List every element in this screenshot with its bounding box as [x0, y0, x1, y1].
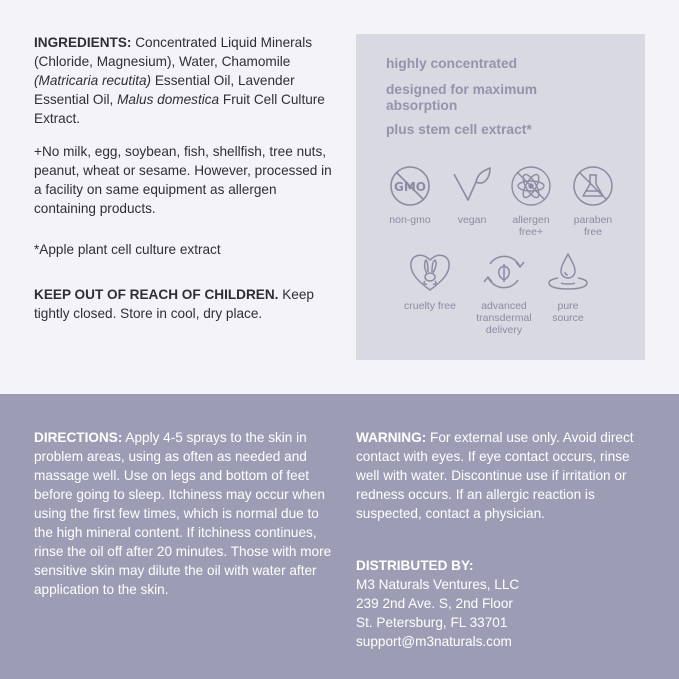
usage-section — [0, 394, 679, 679]
atom-icon — [509, 164, 553, 208]
badge-label-transdermal: advanced transdermal delivery — [476, 300, 532, 336]
directions-text: Apply 4-5 sprays to the skin in problem areas, using as often as needed and massage well. Use on legs and bottom of feet before going to sleep. Itchiness may occur when using the first few times, which is normal due to the high mineral content. If itchiness continues, rinse the oil off after 20 minutes. Those with more sensitive skin may dilute the oil with water after application to the skin. — [34, 430, 332, 597]
badge-label-pure-source: pure source — [552, 300, 584, 324]
ingredients-block — [34, 33, 334, 128]
warning-text: For external use only. Avoid direct contact with eyes. If eye contact occurs, rinse well with water. Discontinue use if irritation or redness occurs. If an allergic reaction is suspected, contact a physician. — [356, 430, 634, 521]
bunny-heart-icon — [408, 250, 452, 294]
distributor-heading: DISTRIBUTED BY: — [356, 558, 474, 573]
keep-out-text: Keep tightly closed. Store in cool, dry place. — [34, 287, 314, 321]
ingredients-text-2: Essential Oil, Lavender Essential Oil, — [34, 73, 295, 107]
ingredients-text-1: Concentrated Liquid Minerals (Chloride, Magnesium), Water, Chamomile — [34, 35, 313, 69]
badge-label-vegan: vegan — [457, 214, 487, 226]
claim-highly-concentrated: highly concentrated — [386, 56, 518, 71]
svg-text:GMO: GMO — [394, 180, 426, 194]
distributor-address-1: 239 2nd Ave. S, 2nd Floor — [356, 596, 513, 611]
directions-heading: DIRECTIONS: — [34, 430, 123, 445]
ingredients-latin-malus: Malus domestica — [117, 92, 220, 107]
leaf-arrows-icon — [482, 250, 526, 294]
distributor-block — [356, 556, 656, 651]
warning-block — [356, 428, 656, 523]
badge-label-cruelty-free: cruelty free — [404, 300, 456, 312]
claims-panel — [356, 34, 645, 360]
ingredients-heading: INGREDIENTS: — [34, 35, 132, 50]
flask-icon — [571, 164, 615, 208]
water-drop-icon — [546, 250, 590, 294]
badge-label-non-gmo: non-gmo — [389, 214, 431, 226]
directions-block — [34, 428, 334, 599]
ingredients-text-3: Fruit Cell Culture Extract. — [34, 92, 325, 126]
leaf-icon — [450, 164, 494, 208]
distributor-email: support@m3naturals.com — [356, 634, 512, 649]
badge-label-paraben-free: paraben free — [573, 214, 613, 238]
distributor-address-2: St. Petersburg, FL 33701 — [356, 615, 508, 630]
allergen-note: +No milk, egg, soybean, fish, shellfish, tree nuts, peanut, wheat or sesame. However, processed in a facility on same equipment as allergen containing products. — [34, 144, 332, 216]
distributor-name: M3 Naturals Ventures, LLC — [356, 577, 520, 592]
warning-heading: WARNING: — [356, 430, 427, 445]
keep-out-heading: KEEP OUT OF REACH OF CHILDREN. — [34, 287, 279, 302]
apple-extract-note: *Apple plant cell culture extract — [34, 242, 221, 257]
keep-out-block — [34, 285, 334, 323]
ingredients-latin-chamomile: (Matricaria recutita) — [34, 73, 152, 88]
claim-maximum-absorption: designed for maximum absorption — [386, 82, 538, 113]
claim-stem-cell-extract: plus stem cell extract* — [386, 122, 532, 137]
badge-label-allergen-free: allergen free+ — [512, 214, 550, 238]
gmo-icon — [388, 164, 432, 208]
